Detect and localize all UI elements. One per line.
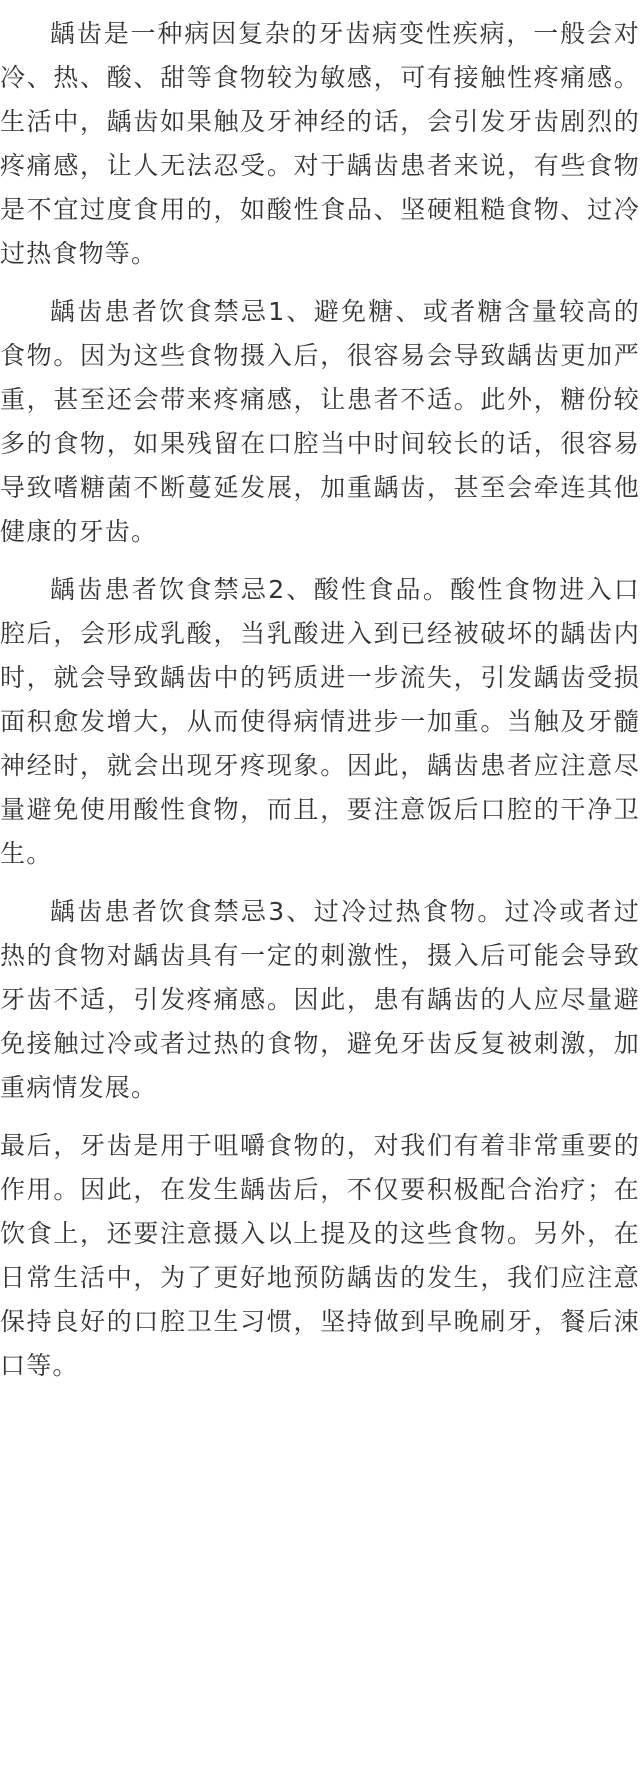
paragraph-taboo-2: 龋齿患者饮食禁忌2、酸性食品。酸性食物进入口腔后，会形成乳酸，当乳酸进入到已经被破坏的龋齿内时，就会导致龋齿中的钙质进一步流失，引发龋齿受损面积愈发增大，从而使得病情进步一加重。当触及牙髓神经时，就会出现牙疼现象。因此，龋齿患者应注意尽量避免使用酸性食物，而且，要注意饭后口腔的干净卫生。 — [0, 575, 640, 868]
paragraph-conclusion: 最后，牙齿是用于咀嚼食物的，对我们有着非常重要的作用。因此，在发生龋齿后，不仅要积极配合治疗；在饮食上，还要注意摄入以上提及的这些食物。另外，在日常生活中，为了更好地预防龋齿的发生，我们应注意保持良好的口腔卫生习惯，坚持做到早晚刷牙，餐后涑口等。 — [0, 1131, 640, 1380]
paragraph-taboo-1: 龋齿患者饮食禁忌1、避免糖、或者糖含量较高的食物。因为这些食物摄入后，很容易会导致龋齿更加严重，甚至还会带来疼痛感，让患者不适。此外，糖份较多的食物，如果残留在口腔当中时间较长的话，很容易导致嗜糖菌不断蔓延发展，加重龋齿，甚至会牵连其他健康的牙齿。 — [0, 297, 640, 546]
paragraph-intro: 龋齿是一种病因复杂的牙齿病变性疾病，一般会对冷、热、酸、甜等食物较为敏感，可有接触性疼痛感。生活中，龋齿如果触及牙神经的话，会引发牙齿剧烈的疼痛感，让人无法忍受。对于龋齿患者来说，有些食物是不宜过度食用的，如酸性食品、坚硬粗糙食物、过冷过热食物等。 — [0, 19, 640, 268]
paragraph-taboo-3: 龋齿患者饮食禁忌3、过冷过热食物。过冷或者过热的食物对龋齿具有一定的刺激性，摄入后可能会导致牙齿不适，引发疼痛感。因此，患有龋齿的人应尽量避免接触过冷或者过热的食物，避免牙齿反复被刺激，加重病情发展。 — [0, 897, 640, 1102]
